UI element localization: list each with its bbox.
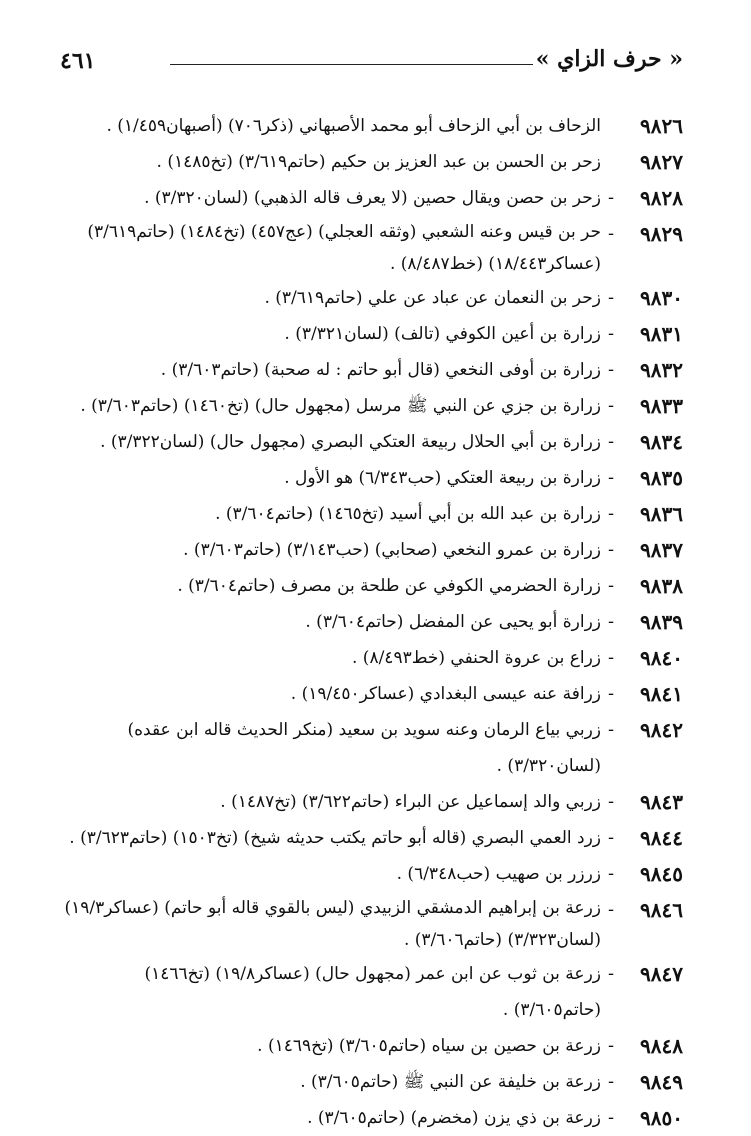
entry-dash: - (607, 467, 615, 488)
entry-dash: - (607, 683, 615, 704)
entry-row (58, 388, 683, 424)
entry-dash: - (607, 187, 615, 208)
entry-number: ٩٨٤١ (640, 682, 683, 706)
entry-text: زربي والد إسماعيل عن البراء (حاتم٣/٦٢٢) (تخ١٤٨٧) . (220, 792, 601, 812)
entry-row (58, 280, 683, 316)
entry-number: ٩٨٣٣ (640, 394, 683, 418)
entry-number: ٩٨٥٠ (640, 1106, 683, 1130)
entry-row (58, 316, 683, 352)
entry-row (58, 784, 683, 820)
entry-text: زرارة بن ربيعة العتكي (حب٦/٣٤٣) هو الأول . (284, 468, 601, 488)
entry-dash: - (607, 431, 615, 452)
header-rule (170, 64, 533, 65)
entry-row (58, 460, 683, 496)
entry-dash: - (607, 863, 615, 884)
entry-dash: - (607, 503, 615, 524)
entry-number: ٩٨٣٨ (640, 574, 683, 598)
entry-dash: - (607, 611, 615, 632)
entry-row (58, 144, 683, 180)
entry-dash: - (607, 1035, 615, 1056)
entry-row (58, 1100, 683, 1136)
entry-row (58, 604, 683, 640)
entry-number: ٩٨٣٥ (640, 466, 683, 490)
entry-dash: - (607, 719, 615, 740)
entry-row (58, 532, 683, 568)
page-header (60, 44, 683, 78)
entry-text: زرارة بن أبي الحلال ربيعة العتكي البصري (مجهول حال) (لسان٣/٣٢٢) . (100, 432, 601, 452)
entry-dash: - (607, 1071, 615, 1092)
entry-dash: - (607, 395, 615, 416)
entry-dash: - (607, 323, 615, 344)
entry-text: زرد العمي البصري (قاله أبو حاتم يكتب حديثه شيخ) (تخ١٥٠٣) (حاتم٣/٦٢٣) . (69, 828, 601, 848)
entry-text: الزحاف بن أبي الزحاف أبو محمد الأصبهاني (ذكر٧٠٦) (أصبهان١/٤٥٩) . (106, 116, 601, 136)
entry-text: حر بن قيس وعنه الشعبي (وثقه العجلي) (عج٤٥٧) (تخ١٤٨٤) (حاتم٣/٦١٩) (عساكر١٨/٤٤٣) (خط٨/٤٨٧) . (87, 222, 601, 274)
entry-number: ٩٨٣٦ (640, 502, 683, 526)
entry-text: زرارة أبو يحيى عن المفضل (حاتم٣/٦٠٤) . (305, 612, 601, 632)
entry-row (58, 352, 683, 388)
entry-number: ٩٨٤٨ (640, 1034, 683, 1058)
entry-text: زحر بن الحسن بن عبد العزيز بن حكيم (حاتم٣/٦١٩) (تخ١٤٨٥) . (156, 152, 601, 172)
entry-text: زرارة بن عبد الله بن أبي أسيد (تخ١٤٦٥) (حاتم٣/٦٠٤) . (215, 504, 601, 524)
entry-number: ٩٨٤٧ (640, 962, 683, 986)
entry-text: زرعة بن حصين بن سياه (حاتم٣/٦٠٥) (تخ١٤٦٩) . (257, 1036, 601, 1056)
entry-text: زرارة بن جزي عن النبي ﷺ مرسل (مجهول حال) (تخ١٤٦٠) (حاتم٣/٦٠٣) . (80, 396, 601, 416)
entry-number: ٩٨٤٦ (640, 898, 683, 922)
entry-list (58, 108, 683, 1136)
entry-number: ٩٨٤٥ (640, 862, 683, 886)
entry-number: ٩٨٤٤ (640, 826, 683, 850)
entry-text: زرارة بن أعين الكوفي (تالف) (لسان٣/٣٢١) . (284, 324, 601, 344)
entry-dash: - (607, 539, 615, 560)
entry-number: ٩٨٣٩ (640, 610, 683, 634)
entry-row (58, 496, 683, 532)
entry-number: ٩٨٣٠ (640, 286, 683, 310)
entry-text: زحر بن حصن ويقال حصين (لا يعرف قاله الذهبي) (لسان٣/٣٢٠) . (144, 188, 601, 208)
running-title: « حرف الزاي » (535, 46, 683, 72)
entry-text: زرعة بن ثوب عن ابن عمر (مجهول حال) (عساكر١٩/٨) (تخ١٤٦٦) (حاتم٣/٦٠٥) . (144, 964, 601, 1020)
entry-text: زراع بن عروة الحنفي (خط٨/٤٩٣) . (352, 648, 601, 668)
entry-row (58, 108, 683, 144)
entry-text: زرافة عنه عيسى البغدادي (عساكر١٩/٤٥٠) . (290, 684, 601, 704)
page-number: ٤٦١ (60, 48, 96, 74)
entry-dash: - (607, 575, 615, 596)
entry-dash: - (607, 963, 615, 984)
entry-number: ٩٨٣٧ (640, 538, 683, 562)
entry-dash: - (607, 359, 615, 380)
entry-dash: - (607, 223, 615, 244)
entry-text: زرارة بن عمرو النخعي (صحابي) (حب٣/١٤٣) (حاتم٣/٦٠٣) . (183, 540, 601, 560)
entry-number: ٩٨٤٣ (640, 790, 683, 814)
entry-row (58, 640, 683, 676)
entry-number: ٩٨٢٦ (640, 114, 683, 138)
entry-number: ٩٨٢٧ (640, 150, 683, 174)
entry-row (58, 1064, 683, 1100)
entry-text: زرعة بن خليفة عن النبي ﷺ (حاتم٣/٦٠٥) . (300, 1072, 601, 1092)
entry-number: ٩٨٤٢ (640, 718, 683, 742)
entry-number: ٩٨٣٢ (640, 358, 683, 382)
entry-row (58, 892, 683, 956)
entry-text: زربي بياع الرمان وعنه سويد بن سعيد (منكر الحديث قاله ابن عقده) (لسان٣/٣٢٠) . (127, 720, 601, 776)
entry-text: زرعة بن ذي يزن (مخضرم) (حاتم٣/٦٠٥) . (307, 1108, 601, 1128)
entry-number: ٩٨٢٨ (640, 186, 683, 210)
entry-row (58, 1028, 683, 1064)
entry-row (58, 956, 683, 1028)
entry-text: زحر بن النعمان عن عباد عن علي (حاتم٣/٦١٩) . (264, 288, 601, 308)
entry-text: زرعة بن إبراهيم الدمشقي الزبيدي (ليس بالقوي قاله أبو حاتم) (عساكر١٩/٣) (لسان٣/٣٢٣) (حاتم٣/٦٠٦) . (64, 898, 601, 950)
entry-dash: - (607, 647, 615, 668)
entry-row (58, 568, 683, 604)
entry-number: ٩٨٢٩ (640, 222, 683, 246)
entry-dash: - (607, 899, 615, 920)
entry-text: زرارة الحضرمي الكوفي عن طلحة بن مصرف (حاتم٣/٦٠٤) . (177, 576, 601, 596)
entry-row (58, 180, 683, 216)
entry-dash: - (607, 827, 615, 848)
entry-number: ٩٨٣٤ (640, 430, 683, 454)
entry-number: ٩٨٣١ (640, 322, 683, 346)
entry-text: زرزر بن صهيب (حب٦/٣٤٨) . (396, 864, 601, 884)
entry-dash: - (607, 287, 615, 308)
entry-dash: - (607, 1107, 615, 1128)
entry-row (58, 676, 683, 712)
entry-number: ٩٨٤٠ (640, 646, 683, 670)
entry-row (58, 424, 683, 460)
entry-dash: - (607, 791, 615, 812)
entry-text: زرارة بن أوفى النخعي (قال أبو حاتم : له صحبة) (حاتم٣/٦٠٣) . (160, 360, 601, 380)
entry-row (58, 216, 683, 280)
entry-row (58, 856, 683, 892)
entry-row (58, 712, 683, 784)
entry-number: ٩٨٤٩ (640, 1070, 683, 1094)
entry-row (58, 820, 683, 856)
